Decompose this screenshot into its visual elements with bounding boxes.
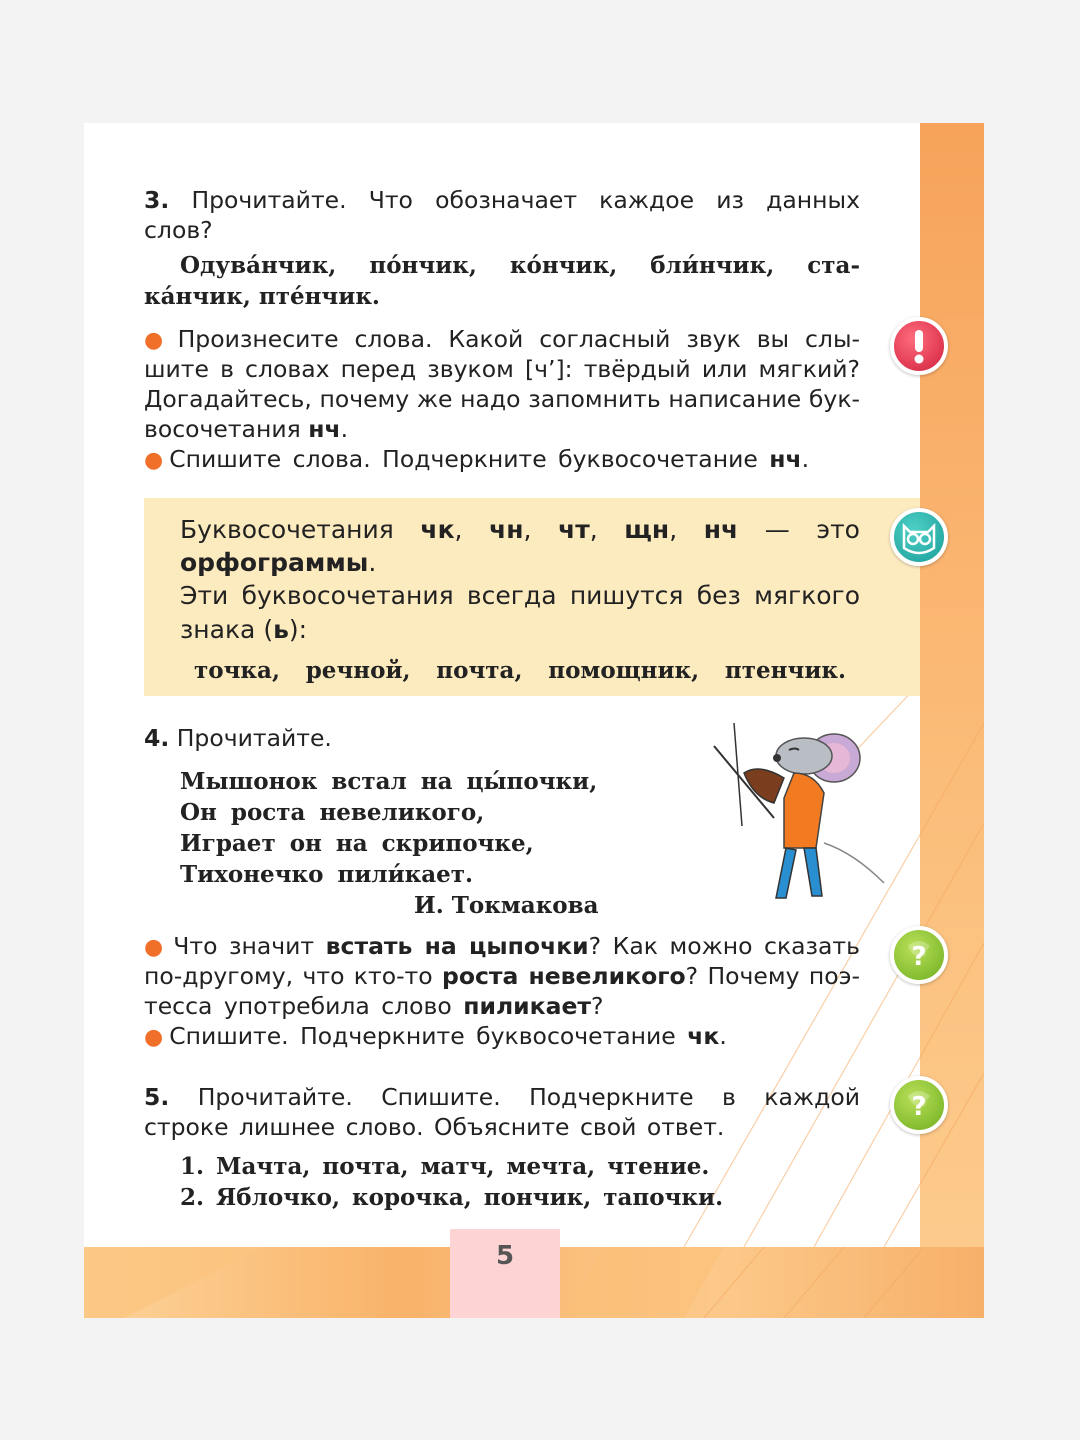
mouse-violinist-illustration: [704, 718, 904, 903]
rule-line1: Буквосочетания чк, чн, чт, щн, нч — это: [180, 515, 860, 544]
bullet-icon: ●: [144, 328, 172, 353]
ex5-row2: 2. Яблочко, корочка, пончик, тапочки.: [180, 1184, 724, 1211]
ex3-bullet1-line2: шите в словах перед звуком [ч’]: твёрдый или мягкий?: [144, 355, 860, 383]
bullet-icon: ●: [144, 448, 164, 473]
ex4-instruction: Прочитайте.: [176, 724, 332, 752]
ex3-number: 3.: [144, 186, 170, 214]
ex3-bullet1-line1: ● Произнесите слова. Какой согласный звук вы слы-: [144, 325, 860, 353]
ex5-number: 5.: [144, 1083, 170, 1111]
poem-line: Тихонечко пили́кает.: [180, 861, 474, 888]
question-icon: [890, 1076, 948, 1134]
poem-line: Мышонок встал на цы́почки,: [180, 768, 598, 795]
ex3-bullet1-line4: восочетания нч.: [144, 415, 349, 443]
exclamation-icon: [890, 317, 948, 375]
ex3-words-line2: ка́нчик, пте́нчик.: [144, 283, 380, 310]
question-icon: [890, 926, 948, 984]
ex3-bullet1-line3: Догадайтесь, почему же надо запомнить написание бук-: [144, 385, 860, 413]
ex4-question-line2: по-другому, что кто-то роста невеликого? Почему поэ-: [144, 962, 860, 990]
ex4-question-line1: ● Что значит встать на цыпочки? Как можно сказать: [144, 932, 860, 960]
rule-examples: точка, речной, почта, помощник, птенчик.: [194, 657, 846, 684]
ex3-bullet2: ● Спишите слова. Подчеркните буквосочетание нч.: [144, 445, 810, 473]
ex5-line1: [144, 1082, 860, 1112]
ex3-line1: [144, 185, 860, 215]
textbook-page: [84, 123, 984, 1318]
ex4-bullet2: ● Спишите. Подчеркните буквосочетание чк.: [144, 1022, 727, 1050]
bullet-icon: ●: [144, 935, 168, 960]
bullet-icon: ●: [144, 1025, 164, 1050]
svg-text:?: ?: [911, 1092, 927, 1122]
svg-text:?: ?: [911, 942, 927, 972]
ex5-instruction: Прочитайте. Спишите. Подчеркните в каждой: [197, 1083, 860, 1111]
ex5-row1: 1. Мачта, почта, матч, мечта, чтение.: [180, 1153, 710, 1180]
page-number: 5: [495, 1241, 515, 1271]
ex3-instruction: Прочитайте. Что обозначает каждое из данных: [191, 186, 860, 214]
rule-line2: орфограммы.: [180, 548, 377, 577]
ex4-question-line3: тесса употребила слово пиликает?: [144, 992, 604, 1020]
poem-line: Играет он на скрипочке,: [180, 830, 534, 857]
poem-author: И. Токмакова: [414, 892, 599, 919]
poem-line: Он роста невеликого,: [180, 799, 485, 826]
ex5-line2: строке лишнее слово. Объясните свой ответ.: [144, 1113, 725, 1141]
rule-line4: знака (ь):: [180, 615, 308, 644]
ex4-poem: [180, 767, 620, 891]
rule-line3: Эти буквосочетания всегда пишутся без мягкого: [180, 581, 860, 610]
ex3-words-line1: Одува́нчик, по́нчик, ко́нчик, бли́нчик, ста-: [180, 252, 860, 279]
ex3-line2: слов?: [144, 216, 213, 244]
ex4-number: 4.: [144, 724, 170, 752]
owl-icon: [890, 508, 948, 566]
